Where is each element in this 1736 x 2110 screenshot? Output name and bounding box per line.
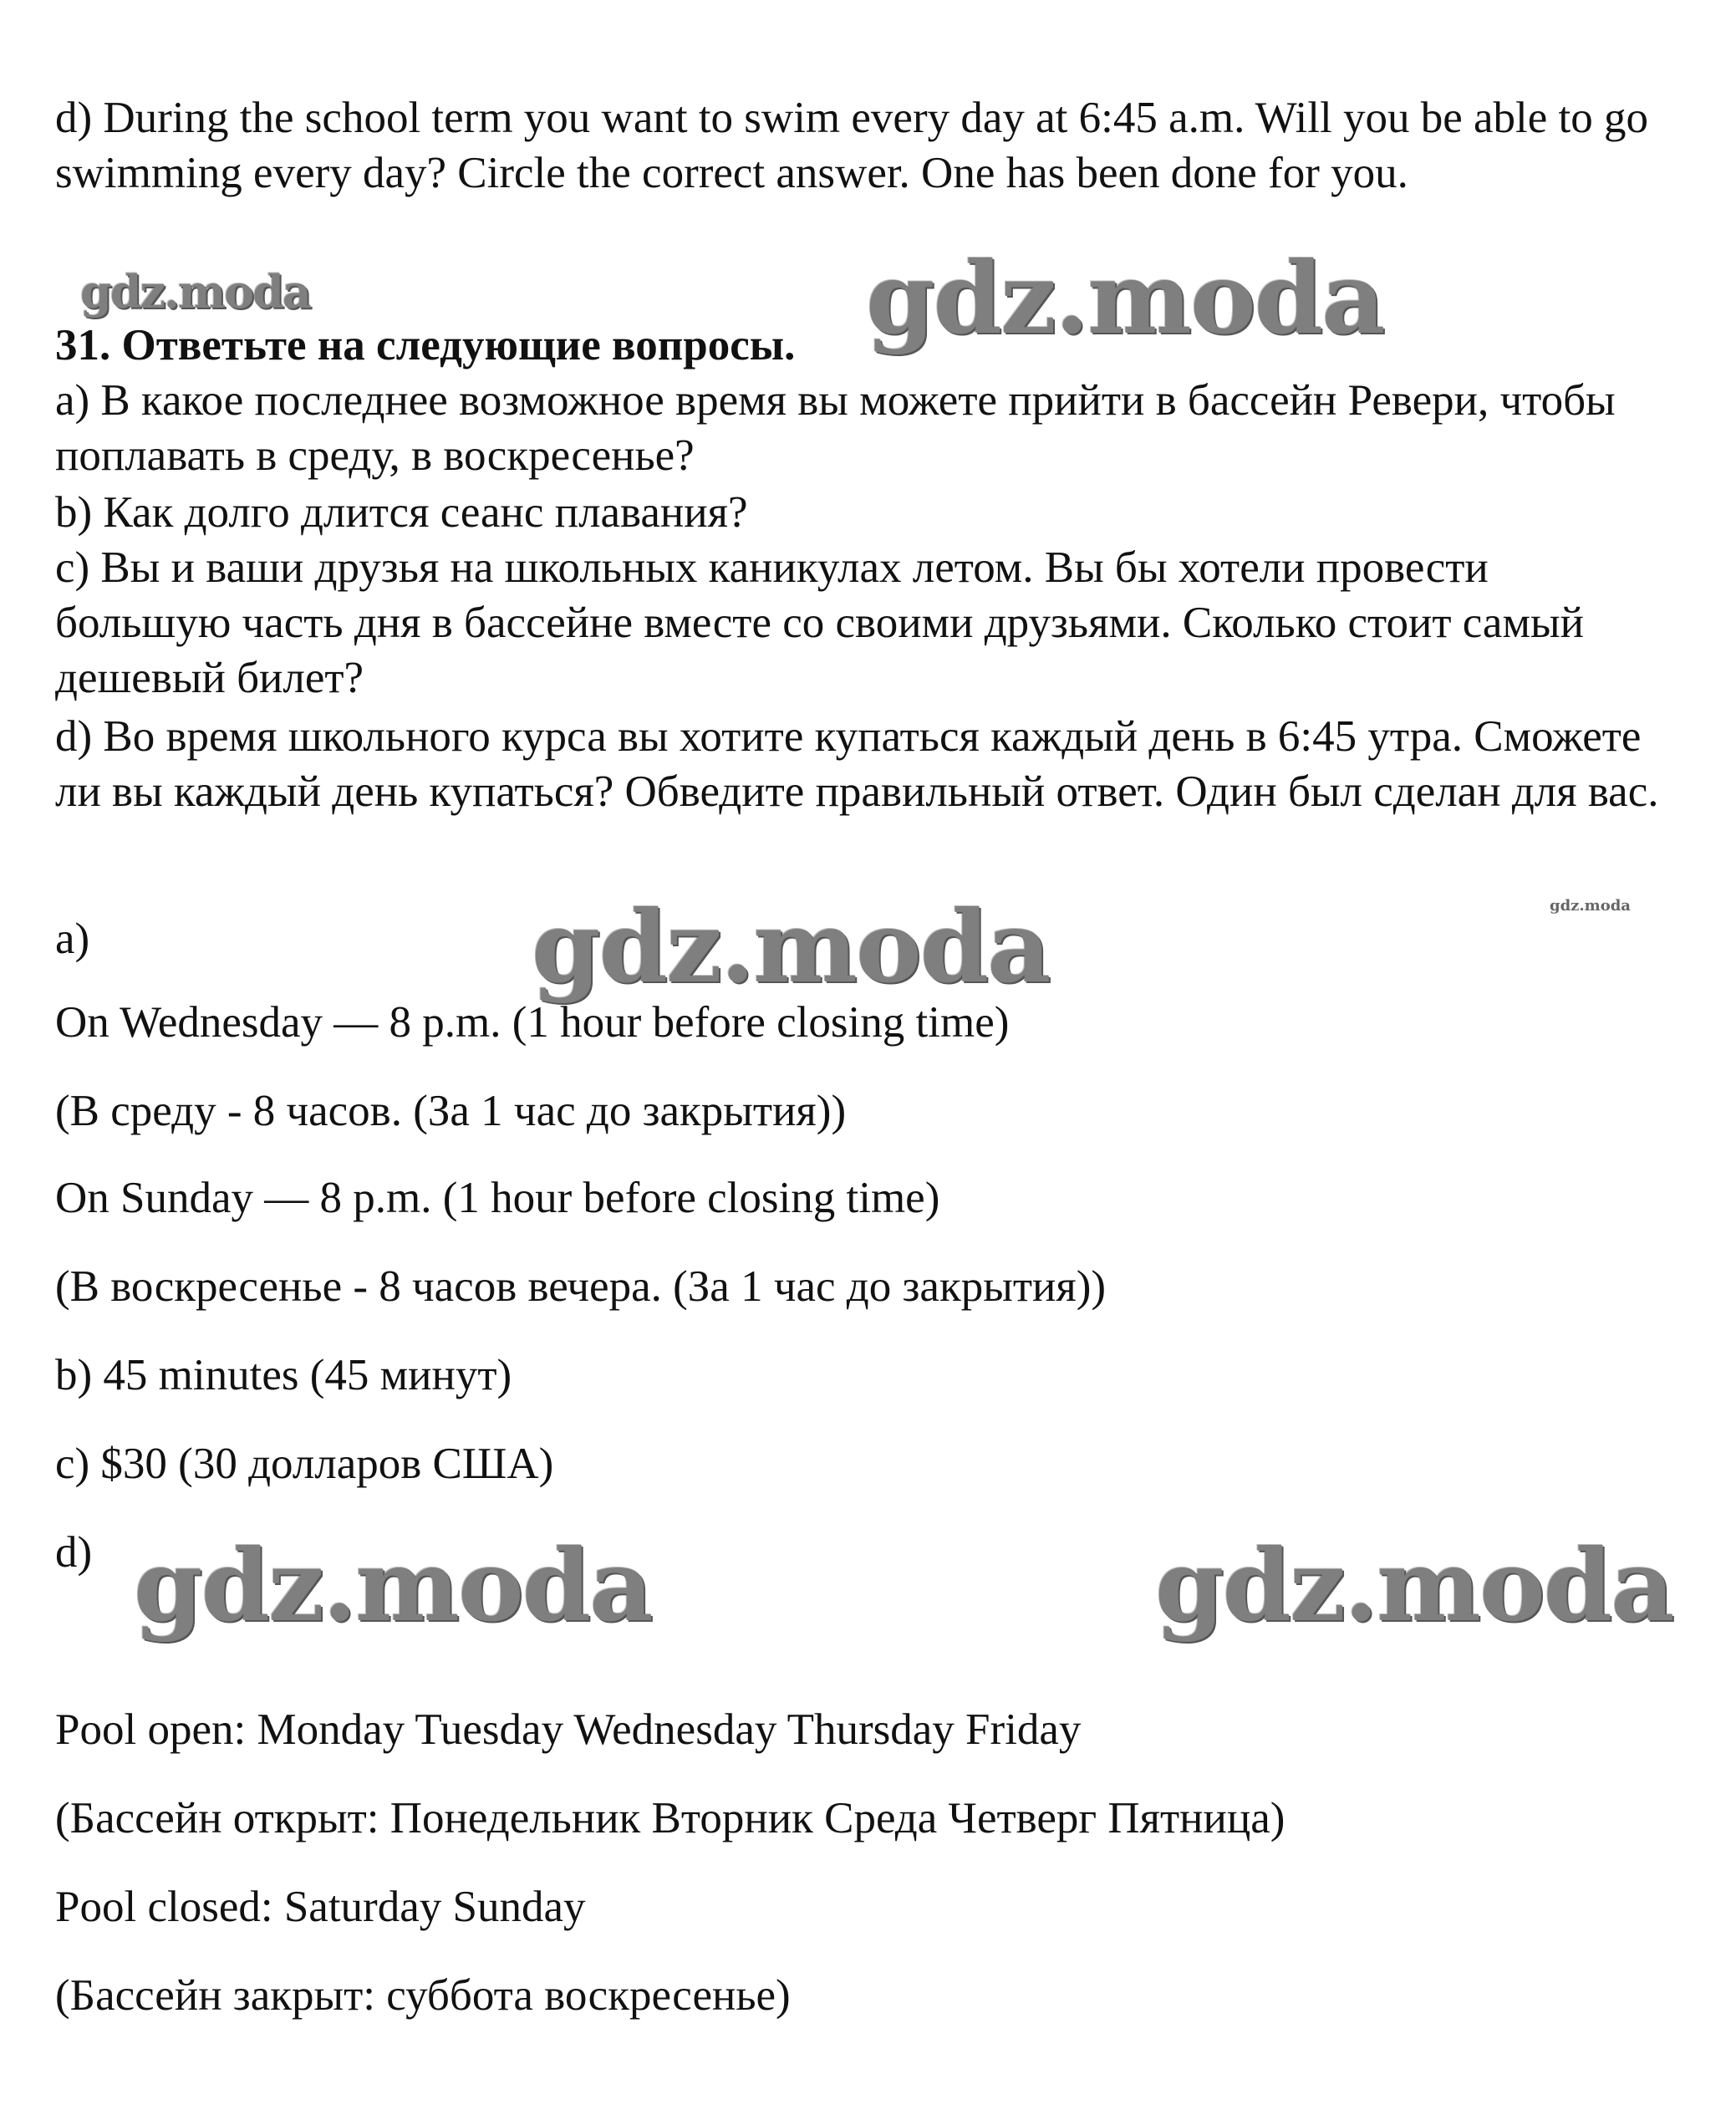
watermark-large: gdz.moda [532, 889, 1050, 1005]
answer-d-label: d) [55, 1528, 93, 1577]
pool-open-en: Pool open: Monday Tuesday Wednesday Thursday Friday [55, 1705, 1082, 1754]
watermark-tiny: gdz.moda [1550, 897, 1631, 915]
answer-a-sunday-en: On Sunday — 8 p.m. (1 hour before closing time) [55, 1174, 940, 1222]
watermark-large: gdz.moda [1155, 1527, 1673, 1644]
question-d-english: d) During the school term you want to swim every day at 6:45 a.m. Will you be able to go swimming every day? Circle the correct answer. One has been done for you. [55, 94, 1648, 197]
answer-c: c) $30 (30 долларов США) [55, 1440, 554, 1488]
task-heading: 31. Ответьте на следующие вопросы. [55, 321, 796, 370]
answer-a-wednesday-en: On Wednesday — 8 p.m. (1 hour before closing time) [55, 998, 1010, 1047]
pool-open-ru: (Бассейн открыт: Понедельник Вторник Среда Четверг Пятница) [55, 1794, 1285, 1842]
answer-a-label: a) [55, 915, 90, 963]
watermark-small: gdz.moda [80, 265, 310, 319]
answer-a-sunday-ru: (В воскресенье - 8 часов вечера. (За 1 час до закрытия)) [55, 1262, 1107, 1311]
answer-b: b) 45 minutes (45 минут) [55, 1351, 512, 1399]
answer-a-wednesday-ru: (В среду - 8 часов. (За 1 час до закрытия)) [55, 1087, 847, 1135]
watermark-large: gdz.moda [134, 1527, 652, 1644]
question-c-russian: с) Вы и ваши друзья на школьных каникулах летом. Вы бы хотели провести большую часть дня в бассейне вместе со своими друзьями. Сколько стоит самый дешевый билет? [55, 543, 1584, 702]
question-a-russian: а) В какое последнее возможное время вы можете прийти в бассейн Ревери, чтобы поплавать в среду, в воскресенье? [55, 376, 1616, 480]
question-d-russian: d) Во время школьного курса вы хотите купаться каждый день в 6:45 утра. Сможете ли вы каждый день купаться? Обведите правильный ответ. Один был сделан для вас. [55, 712, 1659, 816]
watermark-large: gdz.moda [866, 240, 1384, 356]
question-b-russian: b) Как долго длится сеанс плавания? [55, 488, 748, 537]
pool-closed-ru: (Бассейн закрыт: суббота воскресенье) [55, 1971, 791, 2020]
pool-closed-en: Pool closed: Saturday Sunday [55, 1883, 586, 1931]
